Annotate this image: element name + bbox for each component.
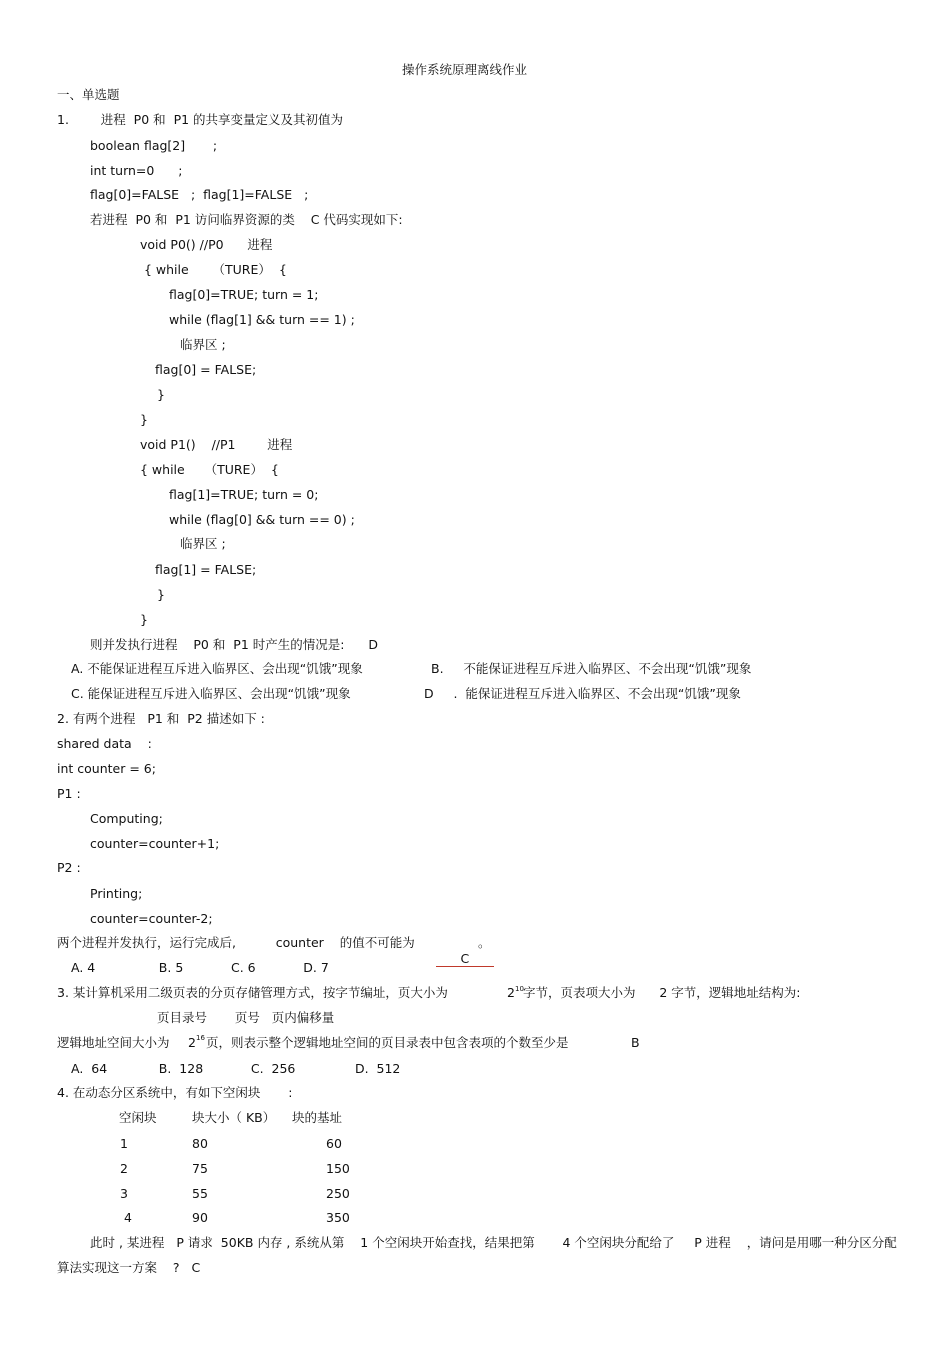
q1-decl-flag: boolean flag[2] ; — [90, 138, 218, 153]
q2-options: A. 4 B. 5 C. 6 D. 7 — [71, 960, 329, 975]
q3-exponent-sup: 10 — [515, 985, 524, 993]
q4-stem: 4. 在动态分区系统中，有如下空闲块 : — [57, 1085, 293, 1100]
q3-stem: 3. 某计算机采用二级页表的分页存储管理方式，按字节编址，页大小为 — [57, 985, 448, 1000]
table-header: 块的基址 — [292, 1110, 343, 1125]
table-cell: 4 — [124, 1210, 132, 1225]
code-line: 临界区 ; — [180, 536, 226, 551]
table-cell: 2 — [120, 1161, 128, 1176]
code-line: } — [140, 612, 148, 627]
q1-decl-init: flag[0]=FALSE ; flag[1]=FALSE ; — [90, 187, 309, 202]
code-line: while (flag[1] && turn == 1) ; — [169, 312, 355, 327]
table-cell: 60 — [326, 1136, 342, 1151]
code-line: { while （TURE） { — [140, 462, 279, 477]
q4-paragraph-cont: 算法实现这一方案 ? C — [57, 1260, 201, 1275]
q2-question: 两个进程并发执行，运行完成后, counter 的值不可能为 — [57, 935, 415, 950]
q3-exponent-base-2: 2 — [188, 1035, 196, 1050]
code-line: flag[0]=TRUE; turn = 1; — [169, 287, 319, 302]
q2-p2-line2: counter=counter-2; — [90, 911, 213, 926]
code-line: flag[1] = FALSE; — [155, 562, 257, 577]
table-cell: 90 — [192, 1210, 208, 1225]
code-line: { while （TURE） { — [140, 262, 287, 277]
section-heading: 一、单选题 — [57, 87, 120, 102]
table-cell: 350 — [326, 1210, 350, 1225]
code-line: void P0() //P0 进程 — [140, 237, 273, 252]
q4-paragraph: 此时 , 某进程 P 请求 50KB 内存 , 系统从第 1 个空闲块开始查找，结果把第 4 个空闲块分配给了 P 进程 ，请问是用哪一种分区分配 — [90, 1235, 897, 1250]
code-line: 临界区 ; — [180, 337, 226, 352]
q1-option-b: B. 不能保证进程互斥进入临界区、不会出现“饥饿”现象 — [431, 661, 752, 676]
q1-question: 则并发执行进程 P0 和 P1 时产生的情况是: D — [90, 637, 378, 652]
q2-counter: int counter = 6; — [57, 761, 156, 776]
q2-answer: C — [436, 952, 494, 967]
q1-option-a: A. 不能保证进程互斥进入临界区、会出现“饥饿”现象 — [71, 661, 363, 676]
table-cell: 150 — [326, 1161, 350, 1176]
code-line: } — [157, 387, 165, 402]
q1-intro: 若进程 P0 和 P1 访问临界资源的类 C 代码实现如下: — [90, 212, 403, 227]
table-header: 空闲块 — [119, 1110, 157, 1125]
table-cell: 3 — [120, 1186, 128, 1201]
table-cell: 80 — [192, 1136, 208, 1151]
table-cell: 250 — [326, 1186, 350, 1201]
code-line: while (flag[0] && turn == 0) ; — [169, 512, 355, 527]
q1-decl-turn: int turn=0 ; — [90, 163, 183, 178]
q1-stem: 1. 进程 P0 和 P1 的共享变量定义及其初值为 — [57, 112, 344, 127]
q3-question-cont: 页，则表示整个逻辑地址空间的页目录表中包含表项的个数至少是 — [206, 1035, 569, 1050]
q3-address-structure: 页目录号 页号 页内偏移量 — [157, 1010, 335, 1025]
q3-stem-cont: 字节，页表项大小为 2 字节，逻辑地址结构为: — [523, 985, 801, 1000]
q2-p1-line1: Computing; — [90, 811, 163, 826]
q2-p2-label: P2 : — [57, 860, 81, 875]
q3-exponent-base: 2 — [507, 985, 515, 1000]
q3-answer: B — [631, 1035, 640, 1050]
q3-question: 逻辑地址空间大小为 — [57, 1035, 170, 1050]
code-line: } — [140, 412, 148, 427]
table-cell: 55 — [192, 1186, 208, 1201]
code-line: flag[1]=TRUE; turn = 0; — [169, 487, 319, 502]
q2-shared: shared data : — [57, 736, 152, 751]
code-line: } — [157, 587, 165, 602]
q2-p2-line1: Printing; — [90, 886, 143, 901]
q2-p1-line2: counter=counter+1; — [90, 836, 220, 851]
q3-options: A. 64 B. 128 C. 256 D. 512 — [71, 1061, 401, 1076]
code-line: void P1() //P1 进程 — [140, 437, 293, 452]
q2-p1-label: P1 : — [57, 786, 81, 801]
table-cell: 1 — [120, 1136, 128, 1151]
q1-option-d: D . 能保证进程互斥进入临界区、不会出现“饥饿”现象 — [424, 686, 741, 701]
table-cell: 75 — [192, 1161, 208, 1176]
code-line: flag[0] = FALSE; — [155, 362, 257, 377]
q1-option-c: C. 能保证进程互斥进入临界区、会出现“饥饿”现象 — [71, 686, 351, 701]
document-title: 操作系统原理离线作业 — [402, 62, 528, 77]
q2-period: 。 — [478, 935, 491, 950]
q3-exponent-sup-2: 16 — [196, 1034, 205, 1042]
q2-stem: 2. 有两个进程 P1 和 P2 描述如下 : — [57, 711, 265, 726]
table-header: 块大小（ KB） — [192, 1110, 276, 1125]
